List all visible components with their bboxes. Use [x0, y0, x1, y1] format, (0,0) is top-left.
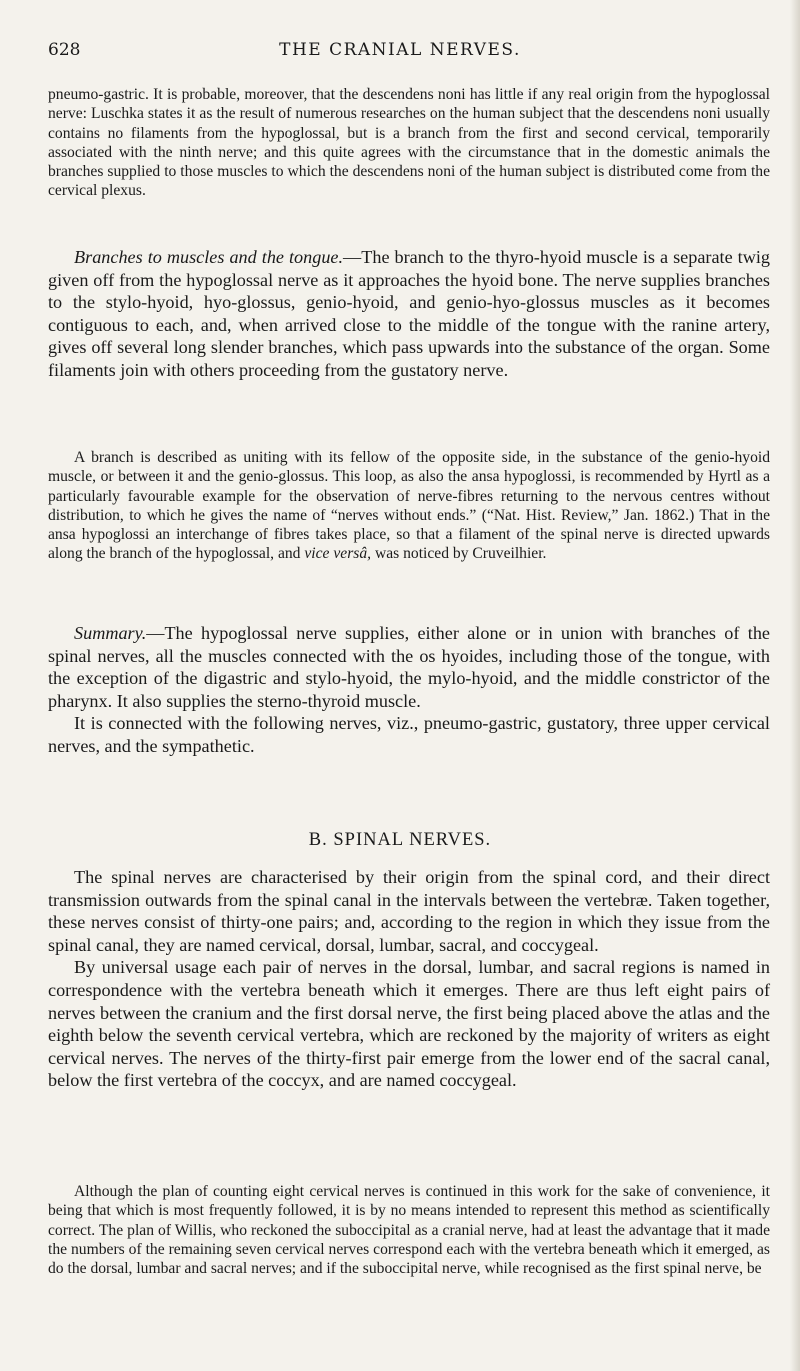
run-in-heading: Branches to muscles and the tongue. — [74, 247, 344, 267]
paragraph-branches-tongue — [48, 246, 770, 382]
paragraph-branch-loop — [48, 448, 770, 564]
body-text: —The branch to the thyro-hyoid muscle is a separate twig given off from the hypoglossal nerve as it approaches the hyoid bone. The nerve supplies branches to the stylo-hyoid, hyo-glossus, genio-hyoid, and genio-hyo-glossus muscles as it becomes contiguous to each, and, when arrived close to the middle of the tongue with the ranine artery, gives off several long slender branches, which pass upwards into the substance of the organ. Some filaments join with others proceeding from the gustatory nerve. — [48, 247, 770, 380]
section-heading: B. SPINAL NERVES. — [308, 830, 492, 850]
text-run: was noticed by Cruveilhier. — [371, 545, 547, 563]
body-text: pneumo-gastric. It is probable, moreover, that the descendens noni has little if any real origin from the hypoglossal nerve: Luschka states it as the result of numerous researches on the human subject that the descendens noni usually contains no filaments from the hypoglossal, but is a branch from the first and second cervical, temporarily associated with the ninth nerve; and this quite agrees with the circumstance that in the domestic animals the branches supplied to those muscles to which the descendens noni of the human subject is distributed come from the cervical plexus. — [48, 86, 770, 200]
body-text: It is connected with the following nerves, viz., pneumo-gastric, gustatory, three upper cervical nerves, and the sympathetic. — [48, 713, 770, 756]
running-title: THE CRANIAL NERVES. — [279, 40, 521, 60]
body-text: The spinal nerves are characterised by their origin from the spinal cord, and their direct transmission outwards from the spinal canal in the intervals between the vertebræ. Taken together, these nerves consist of thirty-one pairs; and, according to the region in which they issue from the spinal canal, they are named cervical, dorsal, lumbar, sacral, and coccygeal. — [48, 867, 770, 955]
body-text: By universal usage each pair of nerves in the dorsal, lumbar, and sacral regions is named in correspondence with the vertebra beneath which it emerges. There are thus left eight pairs of nerves between the cranium and the first dorsal nerve, the first being placed above the atlas and the eighth below the seventh cervical vertebra, which are reckoned by the majority of writers as eight cervical nerves. The nerves of the thirty-first pair emerge from the lower end of the sacral canal, below the first vertebra of the coccyx, and are named coccygeal. — [48, 957, 770, 1091]
page-edge-shadow — [790, 0, 800, 1371]
paragraph-summary — [48, 622, 770, 758]
body-text — [48, 448, 770, 564]
body-text — [48, 622, 770, 712]
paragraph-spinal-nerves — [48, 866, 770, 1092]
paragraph-cervical-counting — [48, 1182, 770, 1278]
italic-phrase: vice versâ, — [304, 545, 372, 563]
text-run: A branch is described as uniting with its fellow of the opposite side, in the substance of the genio-hyoid muscle, or between it and the genio-glossus. This loop, as also the ansa hypoglossi, is recommended by Hyrtl as a particularly favourable example for the observation of nerve-fibres returning to the nervous centres without distribution, to which he gives the name of “nerves without ends.” (“Nat. Hist. Review,” Jan. 1862.) That in the ansa hypoglossi an interchange of fibres takes place, so that a filament of the spinal nerve is directed upwards along the branch of the hypoglossal, and — [48, 449, 770, 563]
run-in-heading: Summary. — [74, 623, 147, 643]
body-text — [48, 246, 770, 382]
text-run: —The hypoglossal nerve supplies, either alone or in union with branches of the spinal nerves, all the muscles connected with the os hyoides, including those of the tongue, with the exception of the digastric and stylo-hyoid, the mylo-hyoid, and the middle constrictor of the pharynx. It also supplies the sterno-thyroid muscle. — [48, 623, 770, 711]
body-text: Although the plan of counting eight cervical nerves is continued in this work for the sake of convenience, it being that which is most frequently followed, it is by no means intended to represent this method as scientifically correct. The plan of Willis, who reckoned the suboccipital as a cranial nerve, had at least the advantage that it made the numbers of the remaining seven cervical nerves correspond each with the vertebra beneath which it emerged, as do the dorsal, lumbar and sacral nerves; and if the suboccipital nerve, while recognised as the first spinal nerve, be — [48, 1183, 770, 1278]
page-number: 628 — [48, 40, 81, 60]
paragraph-descendens-noni — [48, 85, 770, 201]
page-header — [48, 40, 752, 64]
